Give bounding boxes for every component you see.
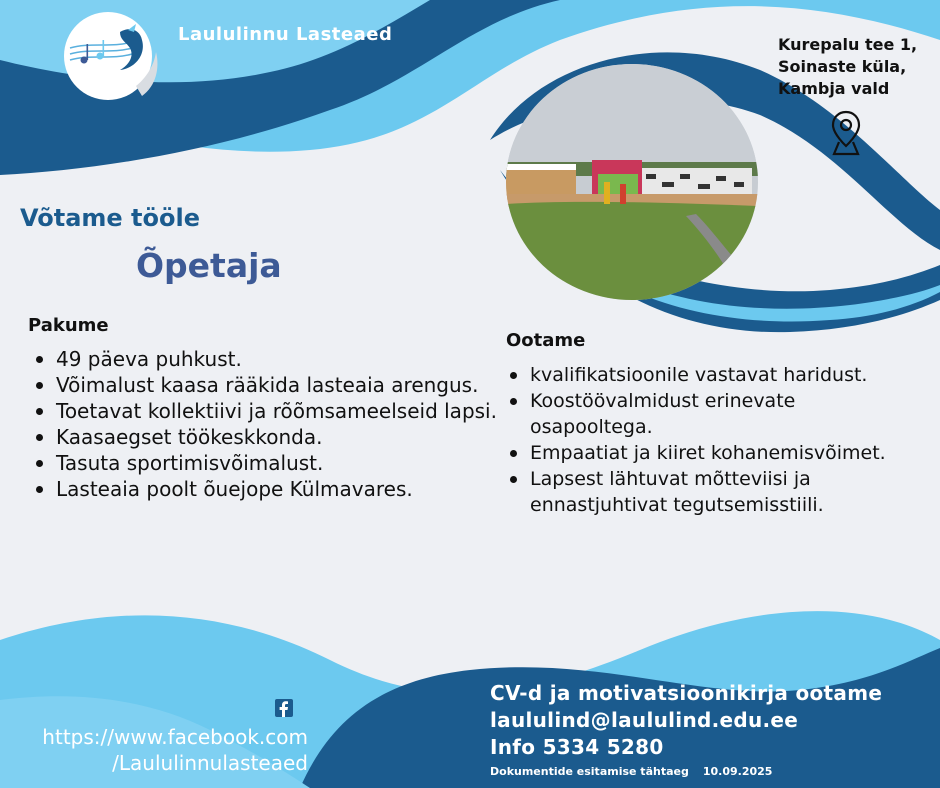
list-item: Kaasaegset töökeskkonda. [32, 424, 502, 450]
kindergarten-photo [506, 64, 758, 300]
address [778, 34, 928, 100]
bird-music-notes-logo [56, 8, 168, 104]
email-address[interactable]: laululind@laululind.edu.ee [490, 708, 799, 732]
facebook-link[interactable] [6, 724, 308, 776]
list-item: 49 päeva puhkust. [32, 346, 502, 372]
address-line: Kurepalu tee 1, [778, 35, 918, 54]
address-line: Soinaste küla, [778, 57, 907, 76]
list-item: Koostöövalmidust erinevate osapooltega. [506, 388, 916, 440]
list-item: Võimalust kaasa rääkida lasteaia arengus. [32, 372, 502, 398]
facebook-icon[interactable] [275, 699, 293, 717]
offer-heading: Pakume [28, 315, 109, 336]
application-info [490, 680, 882, 778]
cv-request: CV-d ja motivatsioonikirja ootame [490, 681, 883, 705]
role-title: Õpetaja [136, 246, 282, 285]
deadline-label: Dokumentide esitamise tähtaeg [490, 765, 689, 778]
facebook-url-line[interactable]: https://www.facebook.com [42, 725, 308, 749]
list-item: kvalifikatsioonile vastavat haridust. [506, 362, 916, 388]
hiring-heading: Võtame tööle [20, 204, 201, 232]
list-item: Tasuta sportimisvõimalust. [32, 450, 502, 476]
facebook-url-line[interactable]: /Laululinnulasteaed [112, 751, 308, 775]
expect-heading: Ootame [506, 330, 586, 351]
list-item: Toetavat kollektiivi ja rõõmsameelseid lapsi. [32, 398, 502, 424]
deadline-date: 10.09.2025 [702, 765, 773, 778]
deadline [490, 765, 882, 778]
location-pin-icon [830, 110, 862, 156]
offer-list [32, 346, 502, 502]
list-item: Lapsest lähtuvat mõtteviisi ja ennastjuhtivat tegutsemisstiili. [506, 466, 916, 518]
kindergarten-name: Laululinnu Lasteaed [178, 24, 393, 45]
list-item: Empaatiat ja kiiret kohanemisvõimet. [506, 440, 916, 466]
expect-list [506, 362, 916, 518]
phone-info: Info 5334 5280 [490, 735, 664, 759]
list-item: Lasteaia poolt õuejope Külmavares. [32, 476, 502, 502]
address-line: Kambja vald [778, 79, 890, 98]
